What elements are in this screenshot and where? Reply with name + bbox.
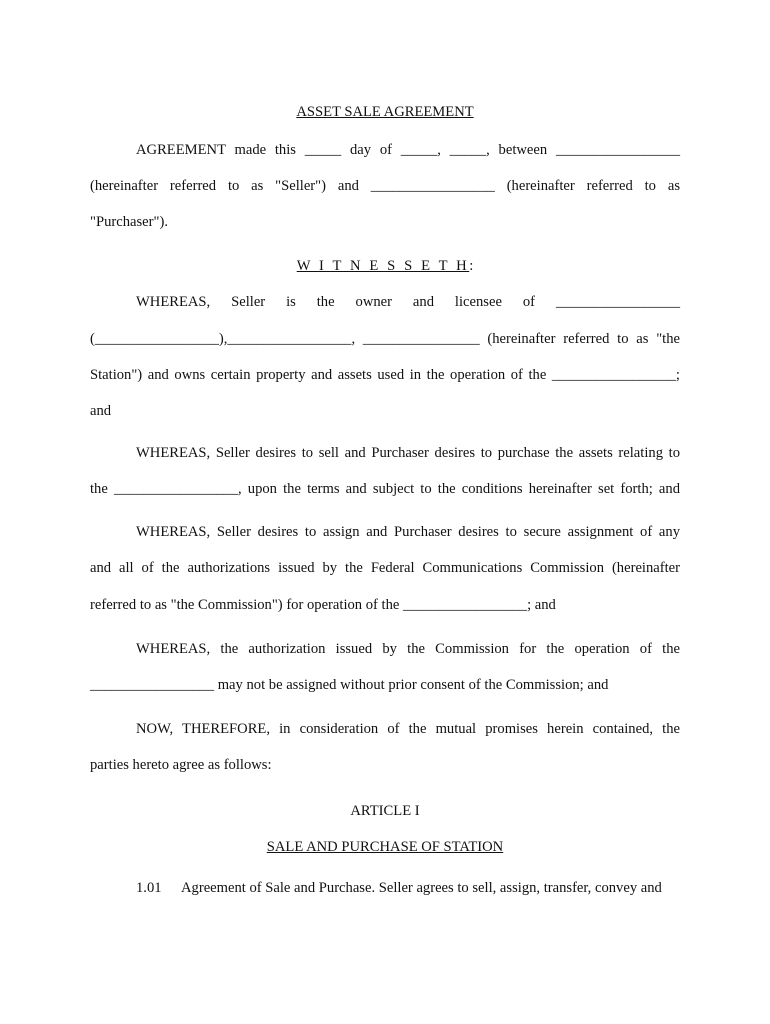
intro-line-2: (hereinafter referred to as "Seller") and _________________ (hereinafter referred to as: [90, 178, 680, 194]
intro-line-3: "Purchaser").: [90, 214, 168, 230]
whereas-2-line-1: WHEREAS, Seller desires to sell and Purchaser desires to purchase the assets relating to: [136, 445, 680, 461]
whereas-1-line-1: WHEREAS, Seller is the owner and licensee of _________________: [136, 294, 680, 310]
document-title: [90, 102, 680, 122]
article-heading-text: SALE AND PURCHASE OF STATION: [266, 839, 504, 855]
witnesseth-word: W I T N E S S E T H: [296, 258, 470, 274]
article-number: ARTICLE I: [350, 803, 420, 819]
whereas-3-line-3: referred to as "the Commission") for operation of the _________________; and: [90, 597, 556, 613]
whereas-1-line-2: (_________________),_________________, ________________ (hereinafter referred to as "the: [90, 331, 680, 347]
document-title-text: ASSET SALE AGREEMENT: [296, 104, 474, 120]
section-number: 1.01: [136, 880, 162, 896]
whereas-4-line-1: WHEREAS, the authorization issued by the Commission for the operation of the: [136, 641, 680, 657]
now-therefore-line-1: NOW, THEREFORE, in consideration of the mutual promises herein contained, the: [136, 721, 680, 737]
article-heading: [90, 837, 680, 857]
witnesseth-heading: [90, 256, 680, 276]
witnesseth-colon: :: [469, 258, 474, 274]
section-1-01: [136, 878, 680, 898]
whereas-1-line-3: Station") and owns certain property and assets used in the operation of the _________________;: [90, 367, 680, 383]
whereas-1-line-4: and: [90, 403, 112, 419]
whereas-4-line-2: _________________ may not be assigned without prior consent of the Commission; and: [90, 677, 609, 693]
whereas-3-line-1: WHEREAS, Seller desires to assign and Purchaser desires to secure assignment of any: [136, 524, 680, 540]
intro-line-1: AGREEMENT made this _____ day of _____, _____, between _________________: [136, 142, 680, 158]
whereas-3-line-2: and all of the authorizations issued by the Federal Communications Commission (hereinafter: [90, 560, 680, 576]
section-text: Agreement of Sale and Purchase. Seller agrees to sell, assign, transfer, convey and: [181, 880, 662, 896]
now-therefore-line-2: parties hereto agree as follows:: [90, 757, 272, 773]
whereas-2-line-2: the _________________, upon the terms and subject to the conditions hereinafter set forth; and: [90, 481, 680, 497]
